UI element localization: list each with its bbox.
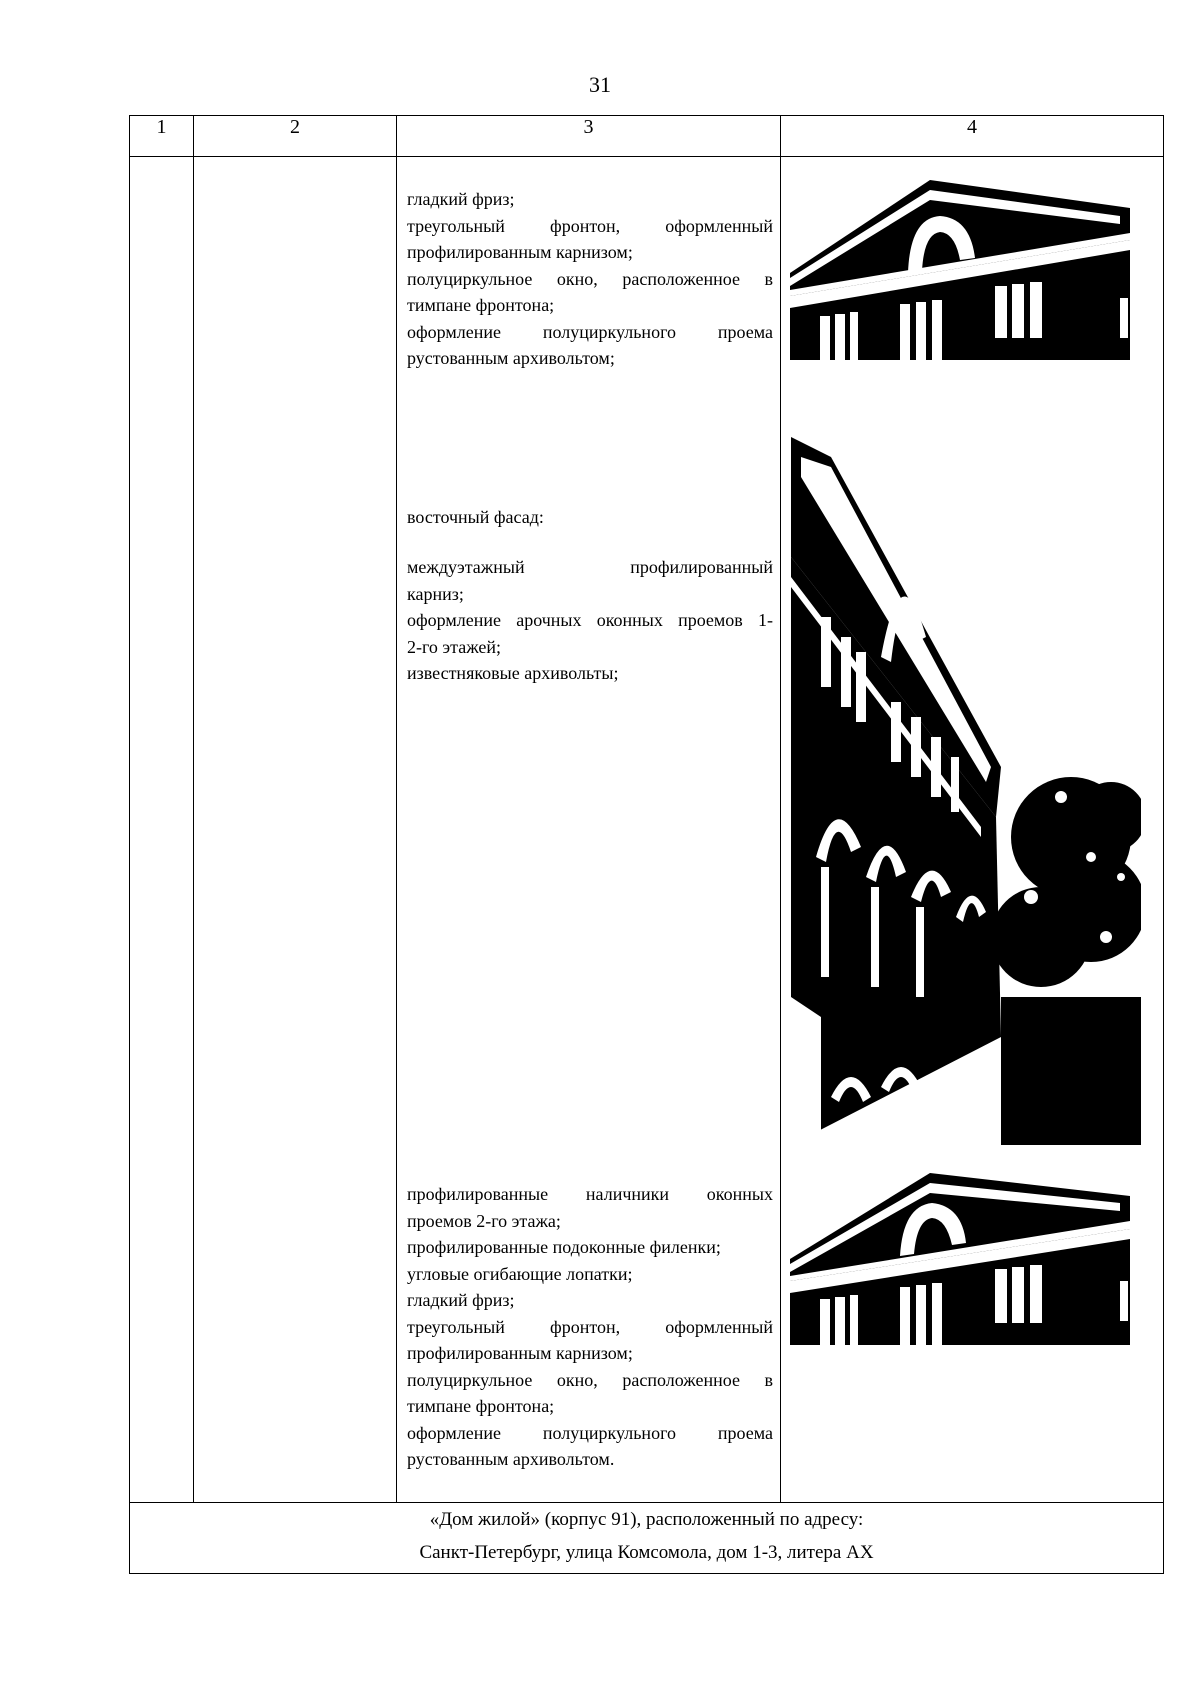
description-line: карниз;	[407, 583, 464, 604]
cell-description	[397, 157, 781, 1503]
description-line: рустованным архивольтом;	[407, 348, 615, 368]
object-address-line: Санкт-Петербург, улица Комсомола, дом 1-3, литера АХ	[419, 1542, 874, 1563]
description-line: оформление полуциркульного проема	[407, 321, 773, 342]
monument-features-table	[129, 115, 1164, 1574]
east-facade-title	[407, 504, 773, 531]
photo-pediment-2	[790, 1171, 1138, 1345]
description-line: оформление арочных оконных проемов 1-	[407, 610, 773, 630]
description-line: известняковые архивольты;	[407, 663, 619, 683]
description-line: угловые огибающие лопатки;	[407, 1263, 633, 1284]
cell-photos	[781, 157, 1164, 1503]
description-block-3	[407, 1181, 773, 1473]
description-block-1	[407, 186, 773, 372]
description-line: 2-го этажей;	[407, 636, 502, 657]
description-line: профилированным карнизом;	[407, 1343, 633, 1363]
description-line: тимпане фронтона;	[407, 1396, 555, 1416]
header-col-1: 1	[130, 116, 194, 157]
header-col-3: 3	[397, 116, 781, 157]
header-col-2: 2	[194, 116, 397, 157]
photo-east-facade	[791, 437, 1141, 1145]
cell-name	[194, 157, 397, 1503]
object-address-cell	[130, 1503, 1164, 1574]
description-line: профилированные наличники оконных	[407, 1184, 773, 1204]
description-line: профилированным карнизом;	[407, 242, 633, 262]
description-line: профилированные подоконные филенки;	[407, 1237, 721, 1257]
cell-number	[130, 157, 194, 1503]
photo-pediment-1	[790, 178, 1138, 360]
description-line: треугольный фронтон, оформленный	[407, 215, 773, 236]
description-line: междуэтажный профилированный	[407, 557, 773, 577]
description-line: оформление полуциркульного проема	[407, 1422, 773, 1443]
description-line: гладкий фриз;	[407, 1290, 515, 1310]
table-footer-row	[130, 1503, 1164, 1574]
description-line: треугольный фронтон, оформленный	[407, 1316, 773, 1337]
description-block-2	[407, 554, 773, 687]
page-number: 31	[589, 72, 611, 97]
description-line: полуциркульное окно, расположенное в	[407, 268, 773, 289]
description-line: рустованным архивольтом.	[407, 1449, 615, 1469]
table-body-row	[130, 157, 1164, 1503]
east-facade-title-text: восточный фасад:	[407, 507, 544, 527]
description-line: гладкий фриз;	[407, 189, 515, 209]
object-name-line: «Дом жилой» (корпус 91), расположенный по адресу:	[429, 1509, 864, 1530]
description-line: проемов 2-го этажа;	[407, 1210, 561, 1231]
table-header-row	[130, 116, 1164, 157]
description-line: полуциркульное окно, расположенное в	[407, 1369, 773, 1390]
header-col-4: 4	[781, 116, 1164, 157]
description-line: тимпане фронтона;	[407, 295, 555, 315]
